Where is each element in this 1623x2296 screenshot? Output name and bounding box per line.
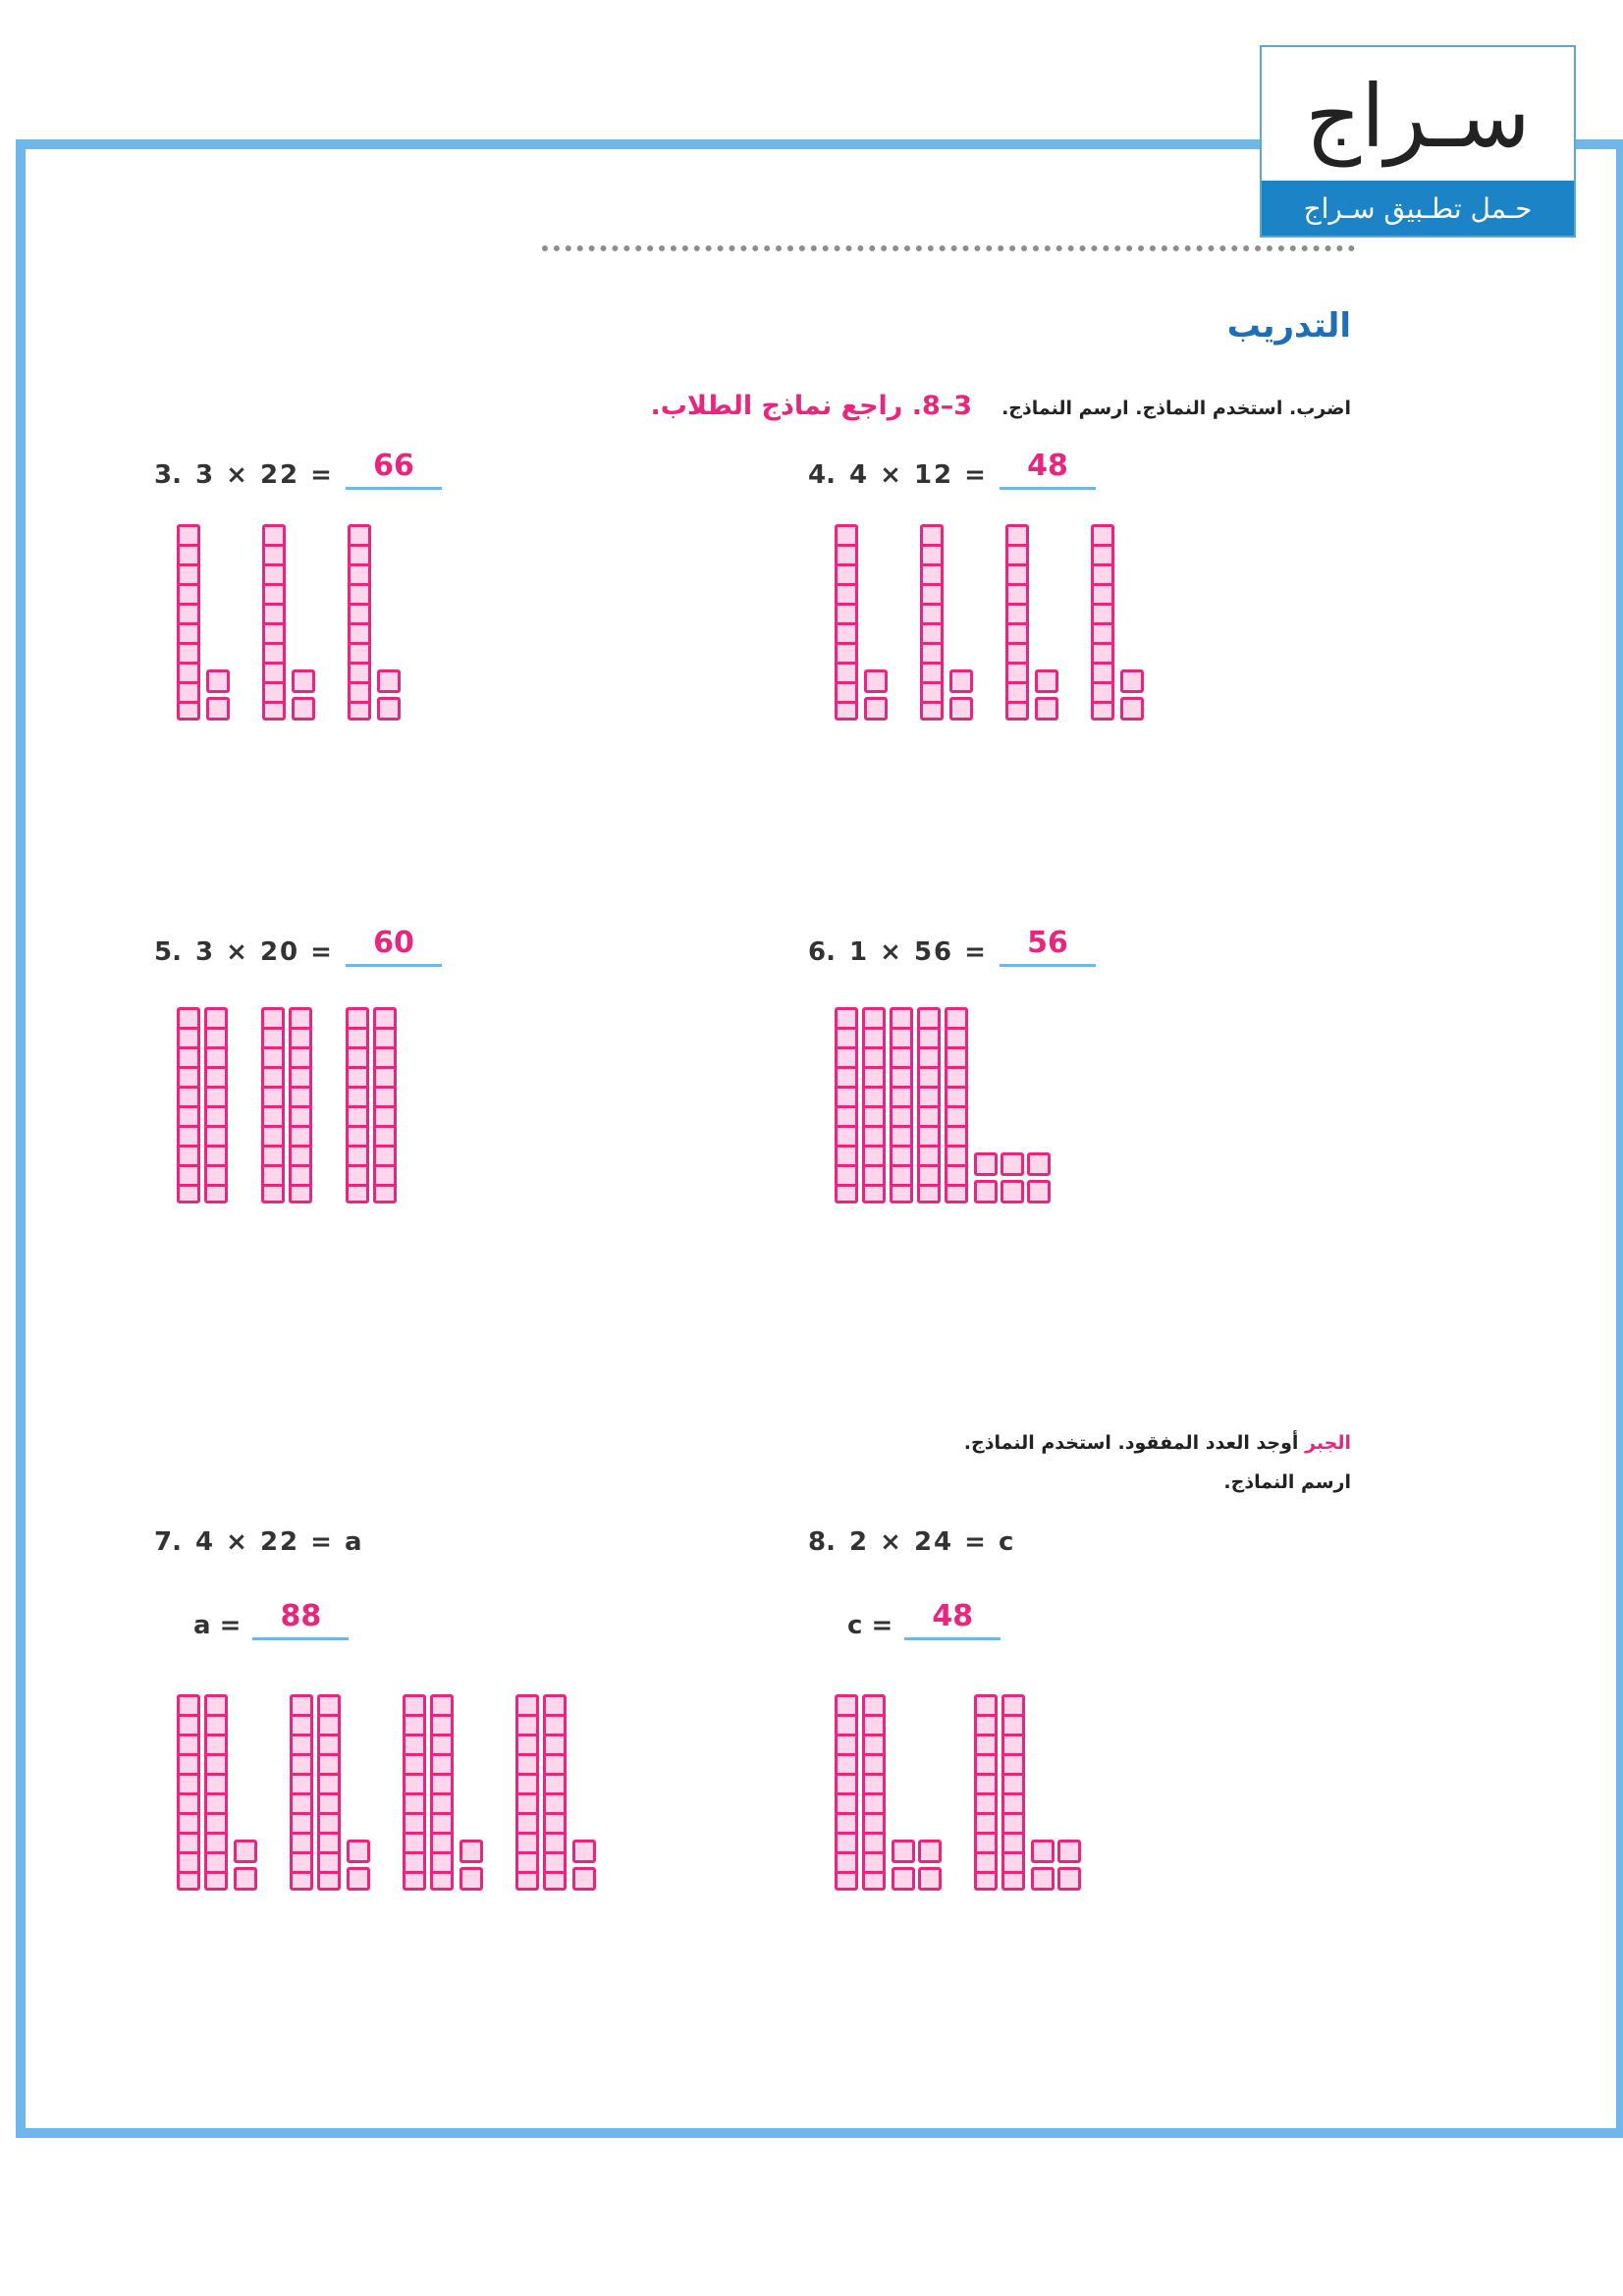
problem-5 [154, 926, 442, 967]
ones-cube [1001, 1180, 1024, 1203]
ones-cube [974, 1152, 998, 1176]
ones-cube [206, 669, 230, 693]
ones-cube [347, 1840, 370, 1863]
section-title: التدريب [1226, 306, 1351, 346]
ones-cube [1057, 1840, 1081, 1863]
tens-rod [862, 1694, 886, 1891]
tens-rod [204, 1007, 228, 1203]
problem-expression: 1 × 56 = [848, 937, 988, 967]
tens-rod [348, 524, 371, 721]
variable-label: c = [847, 1611, 893, 1640]
tens-rod [890, 1007, 913, 1203]
ones-cube [572, 1840, 596, 1863]
tens-rod [515, 1694, 539, 1891]
ones-cube [864, 697, 888, 721]
tens-rod [177, 1007, 200, 1203]
ones-cube [1027, 1152, 1051, 1176]
tens-rod [835, 1694, 858, 1891]
ones-cube [460, 1840, 483, 1863]
dotted-divider [542, 245, 1355, 251]
page-frame [16, 139, 1623, 2138]
ones-cube [1035, 697, 1058, 721]
tens-rod [862, 1007, 886, 1203]
problem-expression: 2 × 24 = c [848, 1527, 1016, 1557]
ones-cube [974, 1180, 998, 1203]
logo-wordmark: سـراج [1305, 65, 1531, 167]
answer-blank: 48 [904, 1602, 1001, 1640]
instructions-row [651, 391, 1351, 421]
tens-rod [346, 1007, 369, 1203]
answer-blank: 88 [252, 1602, 349, 1640]
answer-blank: 56 [1000, 929, 1096, 967]
problem-expression: 4 × 12 = [848, 460, 988, 490]
logo-tagline: حـمل تطـبيق سـراج [1262, 181, 1574, 236]
variable-label: a = [193, 1611, 242, 1640]
ones-cube [1001, 1152, 1024, 1176]
ones-cube [377, 669, 401, 693]
ones-cube [892, 1840, 915, 1863]
ones-cube [864, 669, 888, 693]
tens-rod [1091, 524, 1114, 721]
copyright-side-text [1439, 1590, 1453, 2032]
tens-rod [835, 524, 858, 721]
tens-rod [261, 1007, 285, 1203]
ones-cube [234, 1867, 257, 1891]
problem-expression: 3 × 20 = [194, 937, 334, 967]
ones-cube [1057, 1867, 1081, 1891]
ones-cube [377, 697, 401, 721]
problem-number: 4. [808, 460, 836, 490]
ones-cube [460, 1867, 483, 1891]
problem-expression: 4 × 22 = a [194, 1527, 364, 1557]
tens-rod [289, 1007, 312, 1203]
algebra-instructions [964, 1423, 1351, 1502]
problem-number: 8. [808, 1527, 836, 1557]
tens-rod [945, 1007, 968, 1203]
ones-cube [206, 697, 230, 721]
ones-cube [1027, 1180, 1051, 1203]
answer-blank: 48 [1000, 452, 1096, 490]
problem-number: 7. [154, 1527, 182, 1557]
ones-cube [1031, 1867, 1055, 1891]
tens-rod [204, 1694, 228, 1891]
ones-cube [1120, 697, 1144, 721]
tens-rod [920, 524, 944, 721]
problem-6 [808, 926, 1096, 967]
tens-rod [1005, 524, 1029, 721]
practice-instruction: اضرب. استخدم النماذج. ارسم النماذج. [1001, 398, 1351, 419]
problem-4 [808, 449, 1096, 490]
ones-cube [572, 1867, 596, 1891]
tens-rod [430, 1694, 454, 1891]
variable-answer-7 [193, 1599, 349, 1640]
ones-cube [949, 669, 973, 693]
algebra-tag: الجبر [1305, 1432, 1351, 1454]
ones-cube [234, 1840, 257, 1863]
tens-rod [917, 1007, 941, 1203]
algebra-line-1: أوجد العدد المفقود. استخدم النماذج. [963, 1432, 1299, 1454]
ones-cube [949, 697, 973, 721]
tens-rod [373, 1007, 397, 1203]
tens-rod [262, 524, 286, 721]
problem-number: 3. [154, 460, 182, 490]
tens-rod [1001, 1694, 1025, 1891]
ones-cube [892, 1867, 915, 1891]
problem-number: 5. [154, 937, 182, 967]
tens-rod [290, 1694, 313, 1891]
problem-number: 6. [808, 937, 836, 967]
ones-cube [1035, 669, 1058, 693]
tens-rod [317, 1694, 341, 1891]
brand-logo [1260, 45, 1576, 238]
problem-8 [808, 1527, 1015, 1557]
ones-cube [918, 1867, 942, 1891]
tens-rod [543, 1694, 567, 1891]
ones-cube [1031, 1840, 1055, 1863]
problem-3 [154, 449, 442, 490]
algebra-line-2: ارسم النماذج. [1223, 1471, 1351, 1493]
tens-rod [403, 1694, 426, 1891]
tens-rod [835, 1007, 858, 1203]
answer-blank: 66 [346, 452, 442, 490]
tens-rod [974, 1694, 998, 1891]
ones-cube [292, 669, 315, 693]
ones-cube [347, 1867, 370, 1891]
answer-note: 3–8. راجع نماذج الطلاب. [650, 391, 973, 421]
tens-rod [177, 524, 200, 721]
ones-cube [292, 697, 315, 721]
ones-cube [918, 1840, 942, 1863]
ones-cube [1120, 669, 1144, 693]
answer-blank: 60 [346, 929, 442, 967]
problem-expression: 3 × 22 = [194, 460, 334, 490]
problem-7 [154, 1527, 364, 1557]
variable-answer-8 [847, 1599, 1001, 1640]
tens-rod [177, 1694, 200, 1891]
